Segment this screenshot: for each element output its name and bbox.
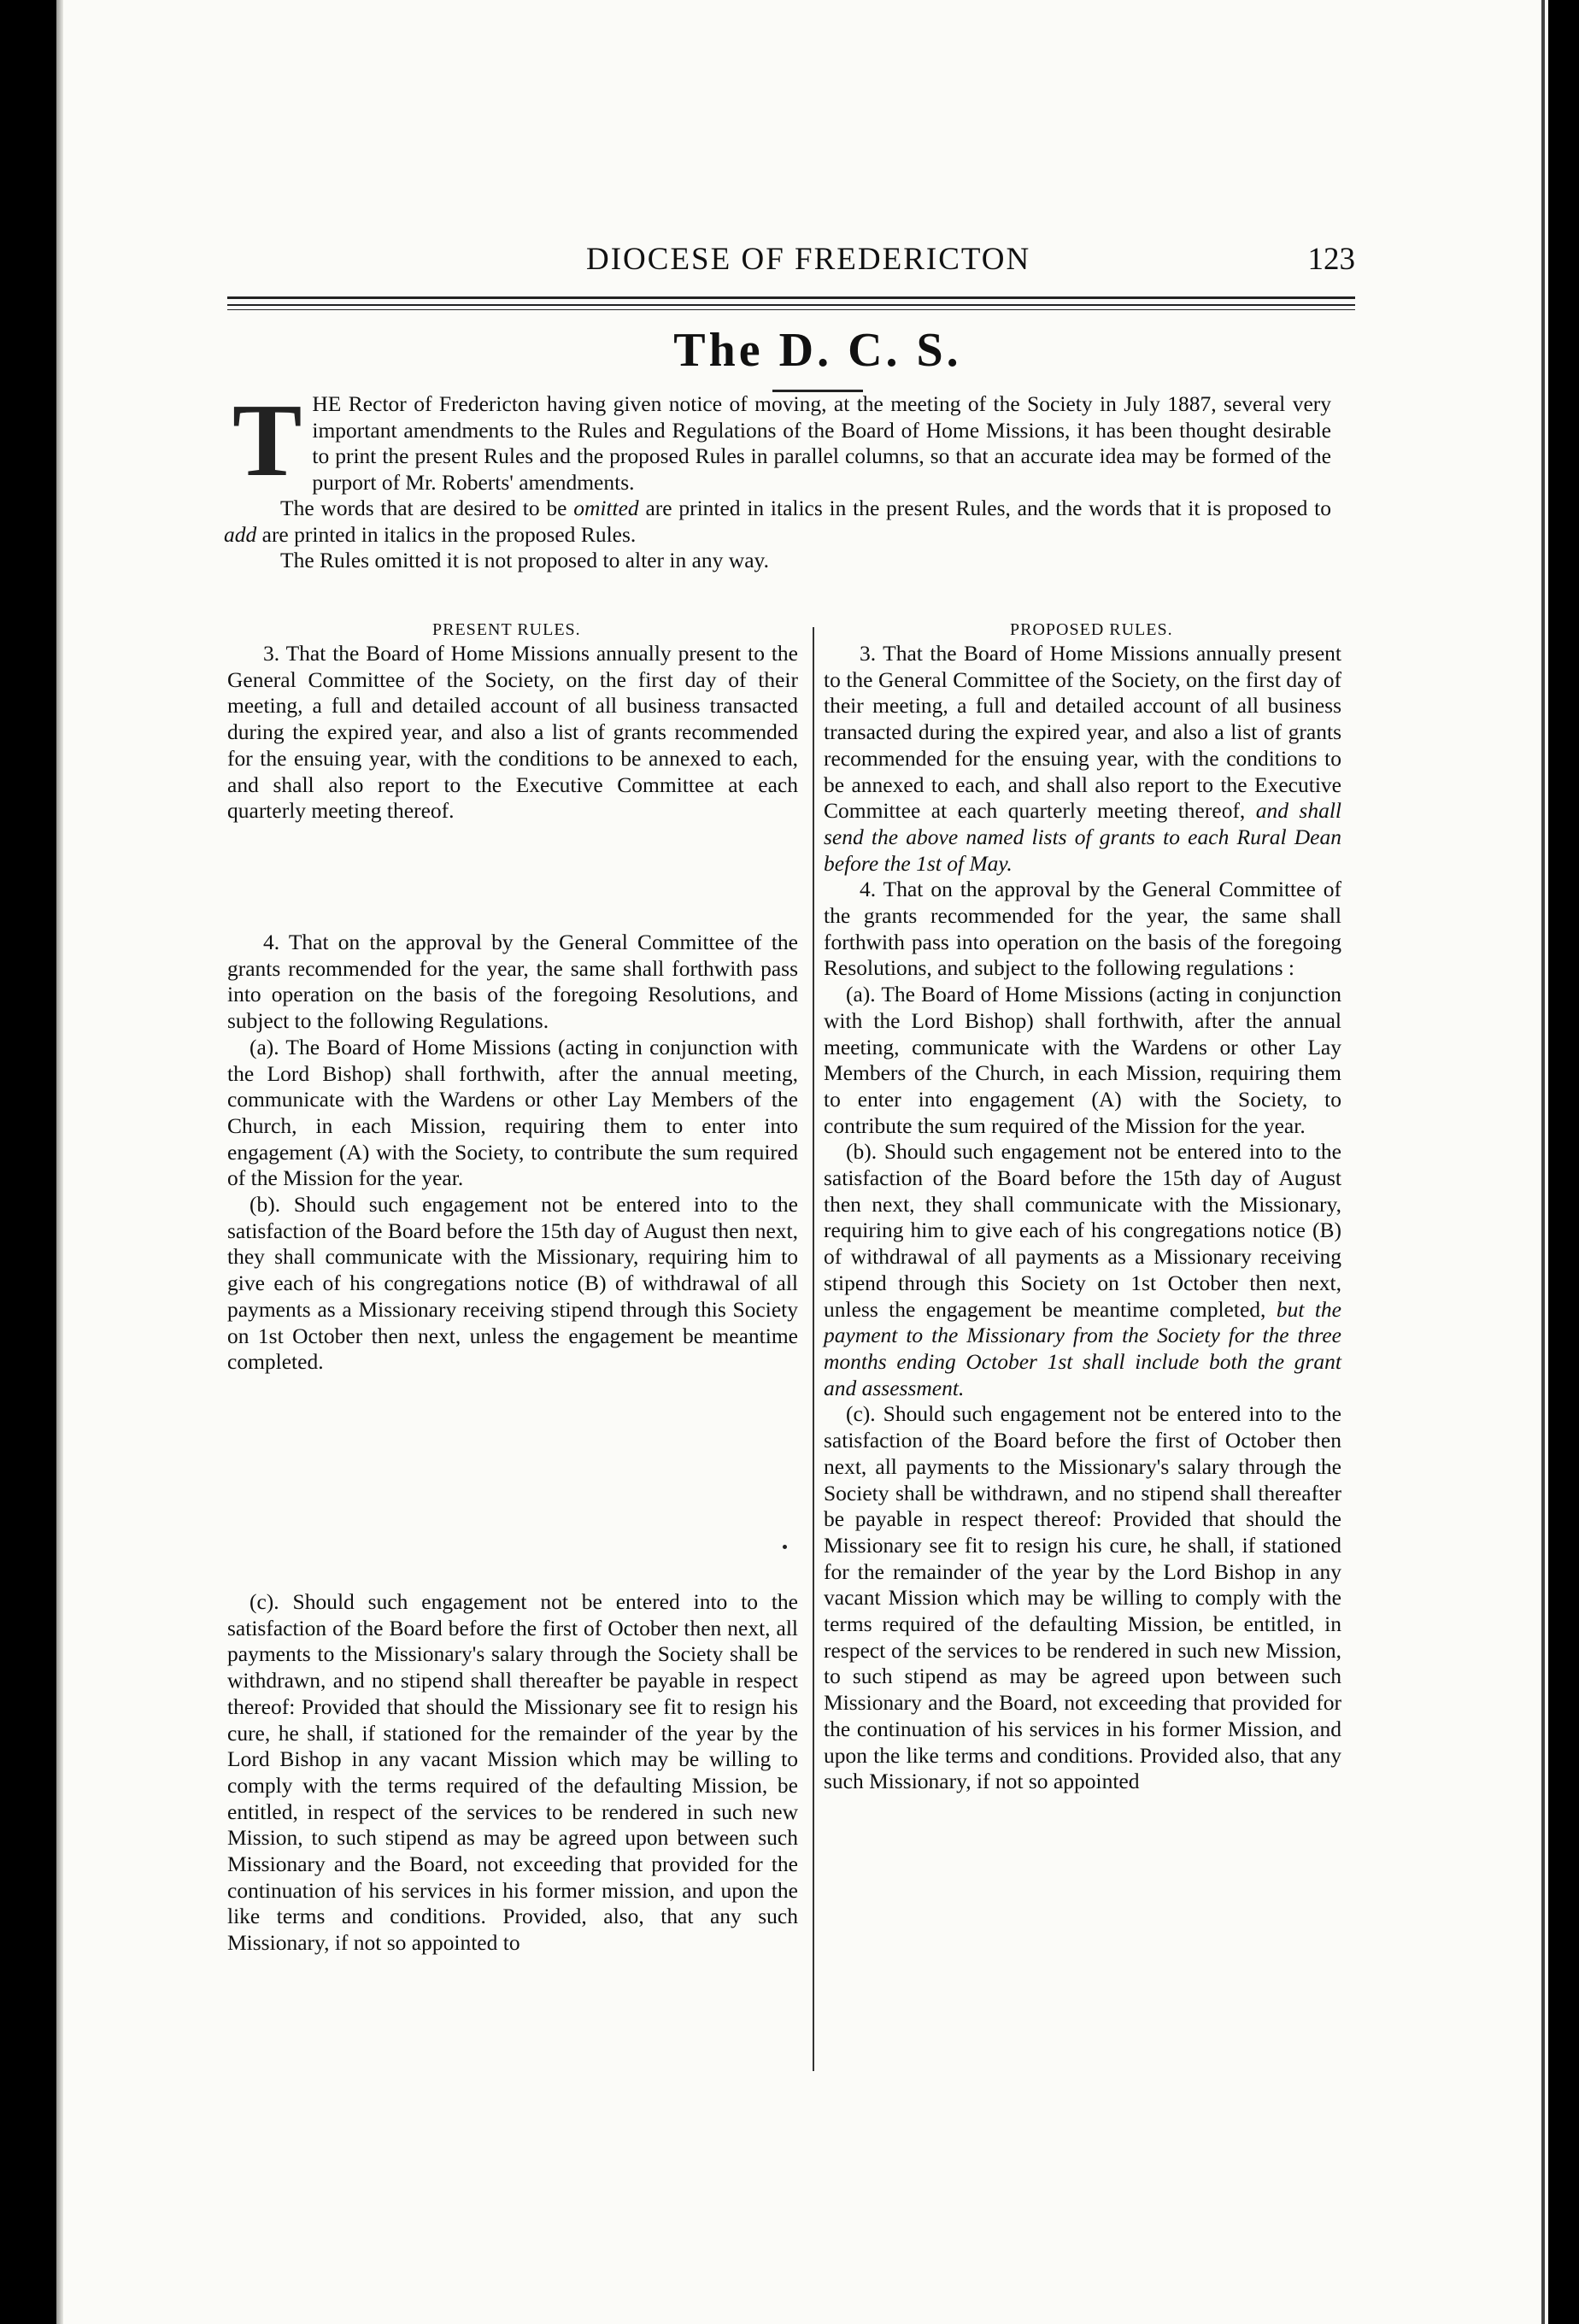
rule-added-text: but the payment to the Missionary from the Society for the three months ending October 1st shall include both the grant and assessment. (824, 1296, 1341, 1400)
rule-text: 3. That the Board of Home Missions annually present to the General Committee of the Society, on the first day of their meeting, a full and detailed account of all business transacted during the expired year, and also a list of grants recommended for the ensuing year, with the conditions to be annexed to each, and shall also report to the Executive Committee at each quarterly meeting thereof. (227, 641, 798, 824)
note-emphasis: add (224, 521, 257, 547)
running-head: DIOCESE OF FREDERICTON (586, 242, 1031, 277)
intro-remark: The Rules omitted it is not proposed to alter in any way. (280, 548, 769, 572)
present-rules-heading: PRESENT RULES. (432, 620, 581, 639)
intro-section (224, 383, 1331, 574)
present-rule-4 (227, 930, 798, 1376)
rule-clause-c: (c). Should such engagement not be entered into to the satisfaction of the Board before the first of October then next, all payments to the Missionary's salary through the Society shall be withdrawn, and no stipend shall thereafter be payable in respect thereof: Provided that should the Missionary see fit to resign his cure, he shall, if stationed for the remainder of the year by the Lord Bishop in any vacant Mission which may be willing to comply with the terms required of the defaulting Mission, be entitled, in respect of the services to be rendered in such new Mission, to such stipend as may be agreed upon between such Missionary and the Board, not exceeding that provided for the continuation of his services in his former mission, and upon the like terms and conditions. Provided, also, that any such Missionary, if not so appointed to (227, 1589, 798, 1956)
column-divider (813, 627, 814, 2071)
present-rule-4c (227, 1589, 798, 1957)
proposed-rule-3 (824, 641, 1341, 877)
note-text: are printed in italics in the present Rules, and the words that it is proposed to (638, 496, 1331, 520)
header-rule (227, 296, 1355, 299)
note-text: The words that are desired to be (280, 496, 574, 520)
rule-clause-a: (a). The Board of Home Missions (acting in conjunction with the Lord Bishop) shall forthwith, after the annual meeting, communicate with the Wardens or other Lay Members of the Church, in each Mission, requiring them to enter into engagement (A) with the Society, to contribute the sum required of the Mission for the year. (227, 1034, 798, 1191)
scan-speck (783, 1545, 787, 1549)
present-rule-3 (227, 641, 798, 825)
rule-text: 3. That the Board of Home Missions annually present to the General Committee of the Society, on the first day of their meeting, a full and detailed account of all business transacted during the expired year, and also a list of grants recommended for the ensuing year, with the conditions to be annexed to each, and shall also report to the Executive Committee at each quarterly meeting thereof, (824, 641, 1341, 824)
intro-note (224, 496, 1331, 548)
header-rule (227, 309, 1355, 310)
intro-paragraph (224, 383, 1331, 498)
intro-text: HE Rector of Fredericton having given notice of moving, at the meeting of the Society in July 1887, several very important amendments to the Rules and Regulations of the Board of Home Missions, it has been thought desirable to print the present Rules and the proposed Rules in parallel columns, so that an accurate idea may be formed of the purport of Mr. Roberts' amendments. (312, 391, 1331, 495)
drop-cap: T (232, 383, 302, 498)
header-rule (227, 304, 1355, 306)
rule-added-text: and shall send the above named lists of grants to each Rural Dean before the 1st of May. (824, 798, 1342, 876)
note-emphasis: omitted (573, 496, 639, 520)
page-header (484, 241, 1355, 284)
scanned-page (56, 0, 1579, 2324)
rule-clause-c: (c). Should such engagement not be entered into to the satisfaction of the Board before the first of October then next, all payments to the Missionary's salary through the Society shall be withdrawn, and no stipend shall thereafter be payable in respect thereof: Provided that should the Missionary see fit to resign his cure, he shall, if stationed for the remainder of the year by the Lord Bishop in any vacant Mission which may be willing to comply with the terms required of the defaulting Mission, be entitled, in respect of the services to be rendered in such new Mission, to such stipend as may be agreed upon between such Missionary and the Board, not exceeding that provided for the continuation of his services in his former Mission, and upon the like terms and conditions. Provided also, that any such Missionary, if not so appointed (824, 1401, 1341, 1794)
rule-text: (b). Should such engagement not be entered into to the satisfaction of the Board before the 15th day of August then next, they shall communicate with the Missionary, requiring him to give each of his congregations notice (B) of withdrawal of all payments as a Missionary receiving stipend through this Society on 1st October then next, unless the engagement be meantime completed, (824, 1139, 1341, 1322)
rule-text: 4. That on the approval by the General Committee of the grants recommended for the year, the same shall forthwith pass into operation on the basis of the foregoing Resolutions, and subject to the following Regulations. (227, 930, 798, 1034)
rule-clause-b: (b). Should such engagement not be entered into to the satisfaction of the Board before the 15th day of August then next, they shall communicate with the Missionary, requiring him to give each of his congregations notice (B) of withdrawal of all payments as a Missionary receiving stipend through this Society on 1st October then next, unless the engagement be meantime completed. (227, 1192, 798, 1375)
rule-clause-a: (a). The Board of Home Missions (acting in conjunction with the Lord Bishop) shall forthwith, after the annual meeting, communicate with the Wardens or other Lay Members of the Church, in each Mission, requiring them to enter into engagement (A) with the Society, to contribute the sum required of the Mission for the year. (824, 982, 1341, 1138)
proposed-rules-heading: PROPOSED RULES. (1010, 620, 1173, 639)
rule-clause-b (824, 1139, 1341, 1401)
note-text: are printed in italics in the proposed Rules. (256, 521, 637, 547)
page-title: The D. C. S. (673, 324, 962, 377)
proposed-rule-4: 4. That on the approval by the General Committee of the grants recommended for the year, the same shall forthwith pass into operation on the basis of the foregoing Resolutions, and subject to the following regulations : (824, 877, 1341, 981)
page-number: 123 (1307, 242, 1355, 277)
proposed-rules-column (824, 641, 1341, 1795)
